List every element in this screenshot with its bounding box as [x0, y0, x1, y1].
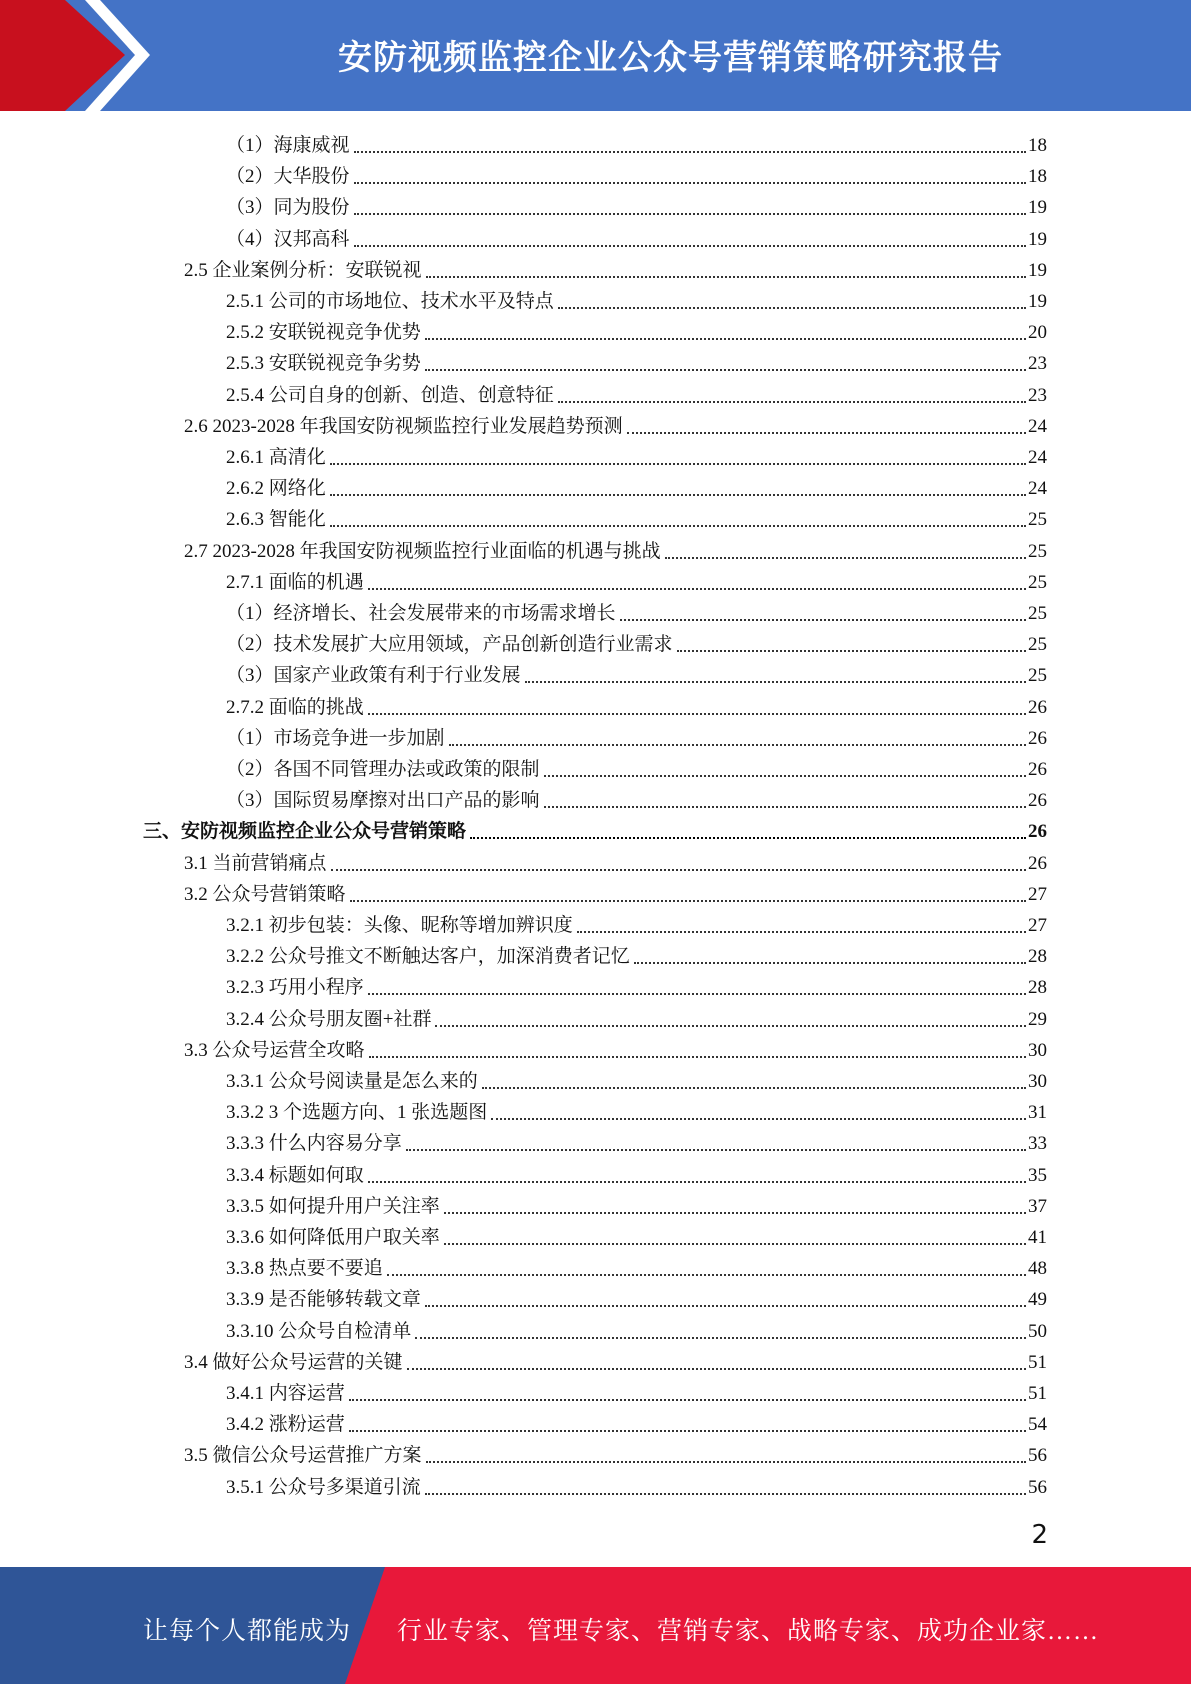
toc-entry-page: 19: [1028, 259, 1047, 281]
toc-entry-page: 27: [1028, 883, 1047, 905]
toc-entry-page: 33: [1028, 1133, 1047, 1155]
toc-dot-leader: [634, 961, 1026, 964]
toc-entry-page: 30: [1028, 1071, 1047, 1092]
toc-entry[interactable]: [226, 907, 1047, 938]
toc-dot-leader: [330, 493, 1026, 496]
toc-entry[interactable]: [226, 564, 1047, 595]
toc-entry-page: 18: [1028, 166, 1047, 188]
toc-entry-page: 25: [1028, 571, 1047, 593]
toc-dot-leader: [444, 1211, 1026, 1214]
toc-entry[interactable]: [226, 720, 1047, 751]
toc-entry[interactable]: [184, 533, 1047, 564]
toc-entry[interactable]: [184, 1344, 1047, 1375]
toc-entry-title: 3.3.4 标题如何取: [226, 1164, 364, 1186]
toc-entry-page: 25: [1028, 540, 1047, 562]
toc-entry-title: （3）国际贸易摩擦对出口产品的影响: [226, 790, 540, 812]
toc-entry-title: 2.5.1 公司的市场地位、技术水平及特点: [226, 291, 554, 312]
toc-entry[interactable]: [226, 1313, 1047, 1344]
toc-entry-title: 3.2.4 公众号朋友圈+社群: [226, 1008, 432, 1030]
toc-entry[interactable]: [226, 501, 1047, 532]
toc-entry-page: 25: [1028, 665, 1047, 687]
toc-entry[interactable]: [226, 345, 1047, 376]
footer-slogan-left: 让每个人都能成为: [143, 1618, 352, 1645]
toc-entry[interactable]: [226, 782, 1047, 813]
toc-entry[interactable]: [226, 221, 1047, 252]
toc-entry[interactable]: [226, 1157, 1047, 1188]
toc-dot-leader: [415, 1336, 1026, 1339]
toc-entry-page: 49: [1028, 1289, 1047, 1311]
toc-entry-title: 3.5 微信公众号运营推广方案: [184, 1445, 422, 1467]
toc-entry-title: 2.6 2023-2028 年我国安防视频监控行业发展趋势预测: [184, 415, 623, 437]
toc-entry-page: 50: [1028, 1320, 1047, 1342]
toc-entry-title: 3.3.2 3 个选题方向、1 张选题图: [226, 1102, 488, 1124]
toc-entry[interactable]: [226, 1469, 1047, 1500]
toc-dot-leader: [482, 1086, 1026, 1089]
toc-entry-page: 25: [1028, 603, 1047, 624]
toc-entry-title: 3.4.2 涨粉运营: [226, 1414, 345, 1436]
toc-entry[interactable]: [226, 283, 1047, 314]
toc-dot-leader: [425, 368, 1026, 371]
toc-dot-leader: [368, 587, 1026, 590]
toc-entry[interactable]: [184, 845, 1047, 876]
toc-dot-leader: [425, 337, 1026, 340]
toc-entry-page: 24: [1028, 415, 1047, 437]
toc-entry-title: （1）经济增长、社会发展带来的市场需求增长: [226, 603, 616, 624]
toc-entry[interactable]: [226, 127, 1047, 158]
toc-dot-leader: [406, 1148, 1026, 1151]
toc-entry-page: 31: [1028, 1102, 1047, 1124]
toc-dot-leader: [369, 1055, 1026, 1058]
toc-entry-page: 23: [1028, 384, 1047, 406]
toc-dot-leader: [331, 868, 1026, 871]
toc-entry-title: 2.6.2 网络化: [226, 478, 326, 500]
toc-entry-page: 26: [1028, 759, 1047, 780]
toc-entry-page: 30: [1028, 1039, 1047, 1061]
toc-entry[interactable]: [226, 189, 1047, 220]
toc-entry-title: 三、安防视频监控企业公众号营销策略: [143, 821, 467, 843]
toc-dot-leader: [330, 524, 1026, 527]
toc-entry-title: （2）大华股份: [226, 166, 350, 188]
toc-dot-leader: [449, 743, 1026, 746]
toc-entry[interactable]: [226, 1094, 1047, 1125]
toc-entry-page: 26: [1028, 852, 1047, 874]
toc-entry-page: 28: [1028, 946, 1047, 968]
toc-entry[interactable]: [226, 158, 1047, 189]
toc-entry-title: 3.2 公众号营销策略: [184, 883, 346, 905]
toc-entry[interactable]: [226, 1250, 1047, 1281]
toc-entry[interactable]: [226, 470, 1047, 501]
toc-dot-leader: [354, 150, 1026, 153]
toc-entry-page: 28: [1028, 977, 1047, 999]
toc-dot-leader: [444, 1242, 1026, 1245]
toc-entry-page: 23: [1028, 353, 1047, 375]
toc-entry-title: 3.3 公众号运营全攻略: [184, 1039, 365, 1061]
toc-entry-title: 3.3.10 公众号自检清单: [226, 1320, 412, 1342]
toc-entry-title: （3）国家产业政策有利于行业发展: [226, 665, 521, 687]
toc-entry-title: 2.7.1 面临的机遇: [226, 571, 364, 593]
toc-entry-page: 26: [1028, 696, 1047, 718]
toc-dot-leader: [677, 649, 1026, 652]
toc-entry-title: 3.4 做好公众号运营的关键: [184, 1351, 403, 1373]
toc-entry[interactable]: [226, 314, 1047, 345]
toc-dot-leader: [620, 618, 1026, 621]
toc-entry-page: 19: [1028, 197, 1047, 219]
toc-entry-page: 20: [1028, 322, 1047, 344]
page-footer: [0, 1567, 1191, 1684]
toc-entry-title: 3.1 当前营销痛点: [184, 852, 327, 874]
toc-dot-leader: [330, 462, 1026, 465]
toc-dot-leader: [354, 244, 1026, 247]
toc-entry-title: （4）汉邦高科: [226, 228, 350, 250]
toc-dot-leader: [426, 275, 1026, 278]
toc-entry-title: 3.2.1 初步包装：头像、昵称等增加辨识度: [226, 915, 573, 936]
toc-dot-leader: [426, 1460, 1026, 1463]
toc-entry-page: 26: [1028, 727, 1047, 749]
toc-entry[interactable]: [226, 595, 1047, 626]
toc-entry-page: 26: [1028, 790, 1047, 812]
toc-entry-page: 56: [1028, 1476, 1047, 1498]
toc-entry[interactable]: [226, 1281, 1047, 1312]
toc-dot-leader: [558, 400, 1026, 403]
toc-dot-leader: [544, 805, 1026, 808]
toc-entry-title: 2.7 2023-2028 年我国安防视频监控行业面临的机遇与挑战: [184, 540, 661, 562]
toc-entry[interactable]: [226, 938, 1047, 969]
toc-dot-leader: [425, 1492, 1026, 1495]
toc-chapter-entry[interactable]: [143, 813, 1047, 844]
toc-entry-title: 3.3.1 公众号阅读量是怎么来的: [226, 1071, 478, 1092]
toc-entry[interactable]: [226, 1188, 1047, 1219]
toc-entry-page: 18: [1028, 135, 1047, 156]
toc-entry-title: 2.7.2 面临的挑战: [226, 696, 364, 718]
toc-dot-leader: [577, 930, 1026, 933]
toc-entry-title: 3.5.1 公众号多渠道引流: [226, 1476, 421, 1498]
toc-entry-page: 41: [1028, 1227, 1047, 1248]
toc-dot-leader: [349, 1429, 1026, 1432]
toc-dot-leader: [349, 1398, 1026, 1401]
toc-dot-leader: [354, 181, 1026, 184]
toc-entry-title: 3.2.2 公众号推文不断触达客户，加深消费者记忆: [226, 946, 630, 968]
footer-slogan-right: 行业专家、管理专家、营销专家、战略专家、成功企业家……: [397, 1618, 1100, 1645]
toc-entry-title: 2.6.1 高清化: [226, 447, 326, 468]
toc-entry-title: 3.2.3 巧用小程序: [226, 977, 364, 999]
toc-entry[interactable]: [226, 1406, 1047, 1437]
toc-dot-leader: [368, 712, 1026, 715]
toc-entry[interactable]: [226, 751, 1047, 782]
toc-dot-leader: [558, 306, 1026, 309]
toc-dot-leader: [350, 899, 1026, 902]
toc-dot-leader: [491, 1117, 1026, 1120]
toc-entry[interactable]: [226, 657, 1047, 688]
toc-entry-page: 51: [1028, 1351, 1047, 1373]
toc-entry-page: 24: [1028, 447, 1047, 468]
toc-entry[interactable]: [226, 1001, 1047, 1032]
toc-entry-page: 25: [1028, 634, 1047, 656]
toc-entry-title: 2.6.3 智能化: [226, 509, 326, 531]
toc-entry-page: 25: [1028, 509, 1047, 531]
toc-entry[interactable]: [184, 1032, 1047, 1063]
toc-entry[interactable]: [226, 1063, 1047, 1094]
toc-entry-page: 19: [1028, 291, 1047, 312]
toc-entry-title: （2）各国不同管理办法或政策的限制: [226, 759, 540, 780]
toc-entry[interactable]: [226, 1219, 1047, 1250]
toc-entry[interactable]: [184, 408, 1047, 439]
toc-entry-page: 56: [1028, 1445, 1047, 1467]
toc-entry-title: （1）市场竞争进一步加剧: [226, 727, 445, 749]
toc-entry[interactable]: [226, 626, 1047, 657]
toc-entry-title: 2.5.4 公司自身的创新、创造、创意特征: [226, 384, 554, 406]
toc-entry[interactable]: [226, 1125, 1047, 1156]
toc-dot-leader: [354, 212, 1026, 215]
toc-entry[interactable]: [226, 1375, 1047, 1406]
toc-entry-title: 2.5 企业案例分析：安联锐视: [184, 259, 422, 281]
toc-entry-title: 3.3.9 是否能够转载文章: [226, 1289, 421, 1311]
toc-entry-title: 3.3.8 热点要不要追: [226, 1258, 383, 1280]
toc-entry-title: 3.3.3 什么内容易分享: [226, 1133, 402, 1155]
toc-entry-title: （3）同为股份: [226, 197, 350, 219]
red-arrow-decoration: [0, 0, 160, 111]
toc-entry[interactable]: [226, 439, 1047, 470]
toc-dot-leader: [435, 1024, 1026, 1027]
toc-entry-title: 3.4.1 内容运营: [226, 1383, 345, 1404]
toc-entry-title: 2.5.3 安联锐视竞争劣势: [226, 353, 421, 375]
toc-entry-page: 27: [1028, 915, 1047, 936]
toc-dot-leader: [544, 774, 1026, 777]
toc-dot-leader: [407, 1367, 1026, 1370]
toc-entry-page: 24: [1028, 478, 1047, 500]
toc-entry[interactable]: [184, 1437, 1047, 1468]
toc-dot-leader: [665, 556, 1026, 559]
toc-entry[interactable]: [226, 377, 1047, 408]
toc-entry-title: 3.3.5 如何提升用户关注率: [226, 1195, 440, 1217]
toc-entry[interactable]: [226, 689, 1047, 720]
page-number: 2: [1031, 1520, 1048, 1550]
toc-dot-leader: [368, 1180, 1026, 1183]
report-title: 安防视频监控企业公众号营销策略研究报告: [338, 38, 1003, 78]
toc-entry[interactable]: [226, 969, 1047, 1000]
toc-dot-leader: [425, 1304, 1026, 1307]
toc-entry-title: 2.5.2 安联锐视竞争优势: [226, 322, 421, 344]
toc-entry-title: （1）海康威视: [226, 135, 350, 156]
toc-dot-leader: [627, 431, 1026, 434]
toc-entry-page: 19: [1028, 228, 1047, 250]
toc-dot-leader: [525, 680, 1026, 683]
toc-entry-page: 54: [1028, 1414, 1047, 1436]
toc-dot-leader: [387, 1273, 1026, 1276]
toc-entry[interactable]: [184, 252, 1047, 283]
toc-entry[interactable]: [184, 876, 1047, 907]
toc-entry-page: 37: [1028, 1195, 1047, 1217]
toc-entry-title: （2）技术发展扩大应用领域，产品创新创造行业需求: [226, 634, 673, 656]
toc-entry-page: 48: [1028, 1258, 1047, 1280]
toc-entry-title: 3.3.6 如何降低用户取关率: [226, 1227, 440, 1248]
toc-dot-leader: [470, 836, 1026, 839]
toc-dot-leader: [368, 992, 1026, 995]
page-header: [0, 0, 1191, 111]
toc-entry-page: 35: [1028, 1164, 1047, 1186]
toc-entry-page: 29: [1028, 1008, 1047, 1030]
toc-entry-page: 26: [1028, 821, 1047, 843]
toc-entry-page: 51: [1028, 1383, 1047, 1404]
